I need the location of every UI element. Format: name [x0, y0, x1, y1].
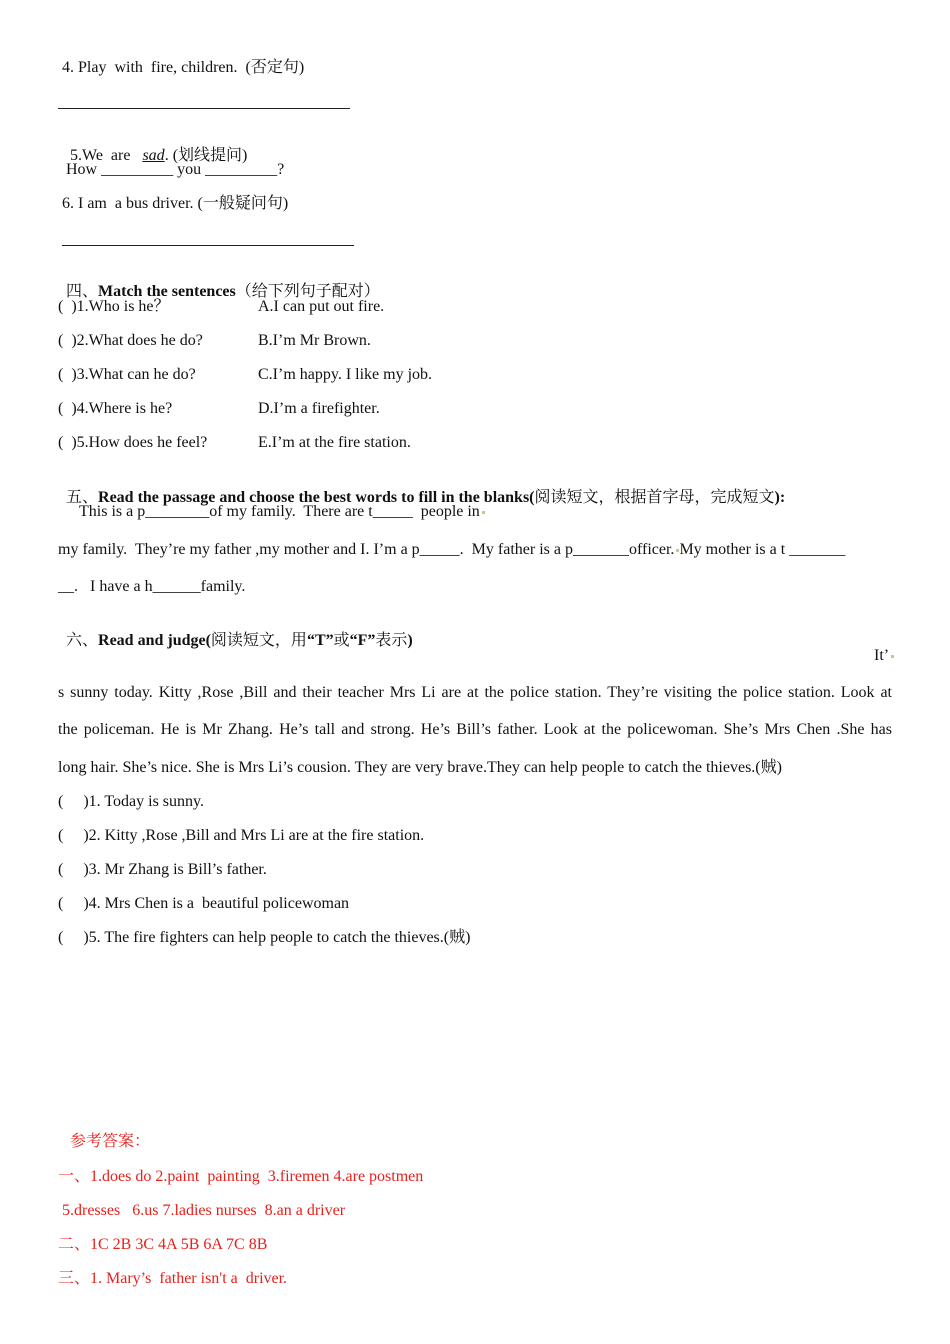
passage6-line2: the policeman. He is Mr Zhang. He’s tall and strong. He’s Bill’s father. Look at the policewoman. She’s Mrs Chen .She has — [58, 721, 892, 738]
match-question-1: ( )1.Who is he？ — [58, 298, 170, 315]
passage5-line2-tail: My mother is a t _______ — [679, 541, 846, 558]
section5-title-end: ): — [774, 489, 786, 506]
section5-number: 五、 — [66, 489, 99, 506]
q5-suffix: . (划线提问) — [164, 147, 248, 164]
judge-item-3: ( )3. Mr Zhang is Bill’s father. — [58, 861, 267, 878]
match-answer-b: B.I’m Mr Brown. — [258, 332, 371, 349]
q5-prefix: 5.We are — [70, 147, 143, 164]
section6-f-mark: “F” — [349, 632, 376, 649]
answer-key-line3: 二、1C 2B 3C 4A 5B 6A 7C 8B — [58, 1236, 268, 1253]
judge-item-4: ( )4. Mrs Chen is a beautiful policewoman — [58, 895, 350, 912]
section6-instruction-3: 表示 — [375, 632, 408, 649]
section4-number: 四、 — [66, 283, 99, 300]
q6-text: 6. I am a bus driver. (一般疑问句) — [62, 195, 289, 212]
judge-item-2: ( )2. Kitty ,Rose ,Bill and Mrs Li are at the fire station. — [58, 827, 425, 844]
passage5-line1 — [79, 502, 485, 522]
passage5-line3: __. I have a h______family. — [58, 578, 246, 595]
section6-instruction-2: 或 — [333, 632, 350, 649]
section5-instruction: 阅读短文，根据首字母，完成短文 — [534, 489, 775, 506]
passage6-start-text: It’ — [874, 647, 890, 664]
answer-line-q6 — [62, 245, 354, 246]
q5-fill-line: How _________ you _________? — [66, 161, 285, 178]
section4-heading — [58, 262, 380, 302]
section6-instruction-1: 阅读短文，用 — [210, 632, 307, 649]
answer-key-line2: 5.dresses 6.us 7.ladies nurses 8.an a driver — [62, 1202, 346, 1219]
passage6-line1: s sunny today. Kitty ,Rose ,Bill and their teacher Mrs Li are at the police station. They’re visiting the police station. Look at — [58, 684, 892, 701]
match-question-2: ( )2.What does he do? — [58, 332, 203, 349]
judge-item-1: ( )1. Today is sunny. — [58, 793, 204, 810]
match-question-5: ( )5.How does he feel? — [58, 434, 208, 451]
match-question-4: ( )4.Where is he? — [58, 400, 173, 417]
judge-item-5: ( )5. The fire fighters can help people to catch the thieves.(贼) — [58, 929, 471, 946]
section6-t-mark: “T” — [306, 632, 334, 649]
q4-text: 4. Play with fire, children. (否定句) — [62, 59, 305, 76]
section4-title: Match the sentences — [98, 283, 236, 300]
marker-dot — [482, 511, 485, 514]
answer-key-title: 参考答案： — [70, 1133, 151, 1150]
q5-underlined-word: sad — [142, 147, 165, 164]
match-question-3: ( )3.What can he do? — [58, 366, 196, 383]
section6-title: Read and judge( — [98, 632, 211, 649]
section6-title-end: ) — [407, 632, 413, 649]
section4-instruction: （给下列句子配对） — [235, 283, 380, 300]
passage5-line2 — [58, 540, 845, 560]
section6-heading — [58, 611, 413, 651]
answer-key-line4: 三、1. Mary’s father isn't a driver. — [58, 1270, 288, 1287]
passage5-line2-text: my family. They’re my father ,my mother and I. I’m a p_____. My father is a p_______officer. — [58, 541, 675, 558]
passage6-start — [874, 646, 894, 666]
passage5-line1-text: This is a p________of my family. There are t_____ people in — [79, 503, 480, 520]
section6-number: 六、 — [66, 632, 99, 649]
section5-title: Read the passage and choose the best words to fill in the blanks( — [98, 489, 535, 506]
answer-key-line1: 一、1.does do 2.paint painting 3.firemen 4.are postmen — [58, 1168, 424, 1185]
match-answer-c: C.I’m happy. I like my job. — [258, 366, 433, 383]
passage6-line3: long hair. She’s nice. She is Mrs Li’s cousion. They are very brave.They can help people to catch the thieves.(贼) — [58, 759, 782, 776]
marker-dot — [891, 655, 894, 658]
match-answer-e: E.I’m at the fire station. — [258, 434, 411, 451]
match-answer-a: A.I can put out fire. — [258, 298, 385, 315]
match-answer-d: D.I’m a firefighter. — [258, 400, 380, 417]
answer-line-q4 — [58, 108, 350, 109]
